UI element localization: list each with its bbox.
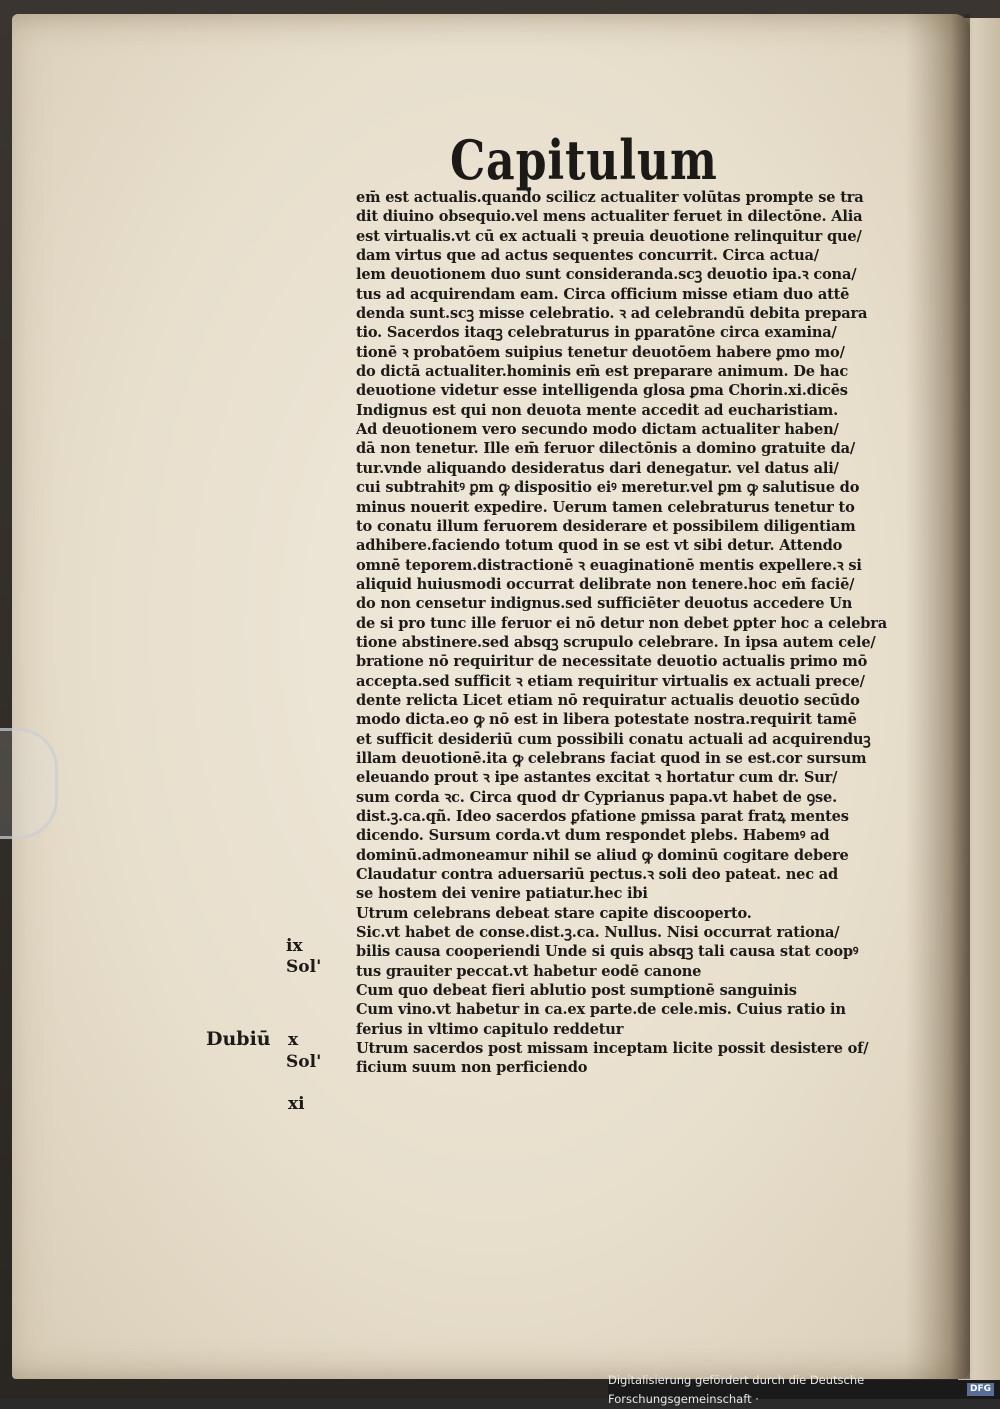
text-line: ferius in vltimo capitulo reddetur (356, 1020, 624, 1038)
text-line: lem deuotionem duo sunt consideranda.scꝫ deuotio ipa.ꝛ cona/ (356, 266, 857, 284)
text-line: cui subtrahitꝰ ꝑm ꝙ dispositio eiꝰ meretur.vel ꝑm ꝙ salutisue do (356, 479, 860, 497)
text-line: Utrum sacerdos post missam inceptam licite possit desistere of/ (356, 1040, 869, 1058)
text-line: omnē teporem.distractionē ꝛ euaginationē mentis expellere.ꝛ si (356, 556, 862, 574)
text-line: em̄ est actualis.quando scilicz actualiter volūtas prompte se tra (356, 189, 864, 206)
text-line: dente relicta Licet etiam nō requiratur actualis deuotio secūdo (356, 691, 860, 709)
text-line: tur.vnde aliquando desideratus dari denegatur. vel datus ali/ (356, 459, 839, 477)
text-line: modo dicta.eo ꝙ nō est in libera potestate nostra.requirit tamē (356, 711, 857, 729)
text-line: dam virtus que ad actus sequentes concurrit. Circa actua/ (356, 247, 819, 265)
text-line: Claudatur contra aduersariū pectus.ꝛ soli deo pateat. nec ad (356, 866, 839, 884)
text-line: bilis causa cooperiendi Unde si quis absqꝫ tali causa stat coopꝰ (356, 943, 859, 961)
text-line: dit diuino obsequio.vel mens actualiter feruet in dilectōne. Alia (356, 208, 863, 226)
text-line: illam deuotionē.ita ꝙ celebrans faciat quod in se est.cor sursum (356, 749, 867, 767)
chapter-heading: Capitulum (450, 128, 718, 192)
text-line: Utrum celebrans debeat stare capite discooperto. (356, 904, 752, 922)
text-line: deuotione videtur esse intelligenda glosa ꝑma Chorin.xi.dicēs (356, 382, 848, 400)
margin-note-ix: ix (286, 936, 303, 956)
text-line: Ad deuotionem vero secundo modo dictam actualiter haben/ (356, 421, 839, 439)
text-line: denda sunt.scꝫ misse celebratio. ꝛ ad celebrandū debita prepara (356, 305, 868, 323)
margin-note-xi: xi (288, 1094, 305, 1114)
text-line: tus grauiter peccat.vt habetur eodē canone (356, 962, 702, 980)
text-line: minus nouerit expedire. Uerum tamen celebraturus tenetur to (356, 498, 855, 516)
text-line: eleuando prout ꝛ ipe astantes excitat ꝛ hortatur cum dr. Sur/ (356, 769, 838, 787)
text-line: de si pro tunc ille feruor ei nō detur non debet ꝑpter hoc a celebra (356, 614, 888, 632)
text-line: ficium suum non perficiendo (356, 1059, 588, 1077)
text-line: Indignus est qui non deuota mente accedit ad eucharistiam. (356, 401, 839, 419)
text-line: dist.ꝫ.ca.qñ. Ideo sacerdos ꝑfatione ꝑmissa parat fratꝝ mentes (356, 808, 849, 825)
text-line: Cum vino.vt habetur in ca.ex parte.de cele.mis. Cuius ratio in (356, 1001, 846, 1019)
text-line: tionē ꝛ probatōem suipius tenetur deuotōem habere ꝑmo mo/ (356, 343, 845, 361)
text-line: Sic.vt habet de conse.dist.ꝫ.ca. Nullus. Nisi occurrat rationa/ (356, 924, 840, 942)
dfg-logo: DFG (967, 1383, 994, 1396)
margin-note-x: x (288, 1030, 299, 1050)
text-line: do dictā actualiter.hominis em̄ est preparare animum. De hac (356, 363, 849, 381)
margin-note-sol: Sol' (286, 957, 322, 977)
text-line: dicendo. Sursum corda.vt dum respondet plebs. Habemꝰ ad (356, 827, 830, 845)
body-text-block (356, 188, 888, 1078)
text-line: Cum quo debeat fieri ablutio post sumptionē sanguinis (356, 982, 797, 1000)
footer-text: Digitalisierung gefördert durch die Deutsche Forschungsgemeinschaft · (608, 1372, 865, 1406)
text-line: do non censetur indignus.sed sufficiēter deuotus accedere Un (356, 595, 853, 613)
text-line: sum corda ꝛc. Circa quod dr Cyprianus papa.vt habet de ꝯse. (356, 788, 837, 806)
text-line: tus ad acquirendam eam. Circa officium misse etiam duo attē (356, 285, 850, 303)
text-line: adhibere.faciendo totum quod in se est vt sibi detur. Attendo (356, 537, 843, 555)
text-line: dominū.admoneamur nihil se aliud ꝙ dominū cogitare debere (356, 846, 849, 864)
text-line: aliquid huiusmodi occurrat delibrate non tenere.hoc em̄ faciē/ (356, 575, 855, 593)
text-line: accepta.sed sufficit ꝛ etiam requiritur virtualis ex actuali prece/ (356, 672, 865, 690)
gutter-shadow (905, 14, 970, 1379)
text-line: se hostem dei venire patiatur.hec ibi (356, 885, 648, 903)
text-line: to conatu illum feruorem desiderare et possibilem diligentiam (356, 517, 856, 535)
text-line: bratione nō requiritur de necessitate deuotio actualis primo mō (356, 653, 868, 671)
text-line: tio. Sacerdos itaqꝫ celebraturus in ꝑparatōne circa examina/ (356, 324, 837, 342)
margin-note-sol: Sol' (286, 1052, 322, 1072)
text-line: dā non tenetur. Ille em̄ feruor dilectōnis a domino gratuite da/ (356, 440, 856, 458)
text-line: tione abstinere.sed absqꝫ scrupulo celebrare. In ipsa autem cele/ (356, 633, 876, 651)
page-clip (0, 728, 58, 839)
text-line: et sufficit desideriū cum possibili conatu actuali ad acquirenduꝫ (356, 730, 871, 748)
digitization-footer (608, 1372, 1000, 1406)
text-line: est virtualis.vt cū ex actuali ꝛ preuia deuotione relinquitur que/ (356, 227, 862, 245)
margin-note-dubium: Dubiū (206, 1028, 271, 1050)
